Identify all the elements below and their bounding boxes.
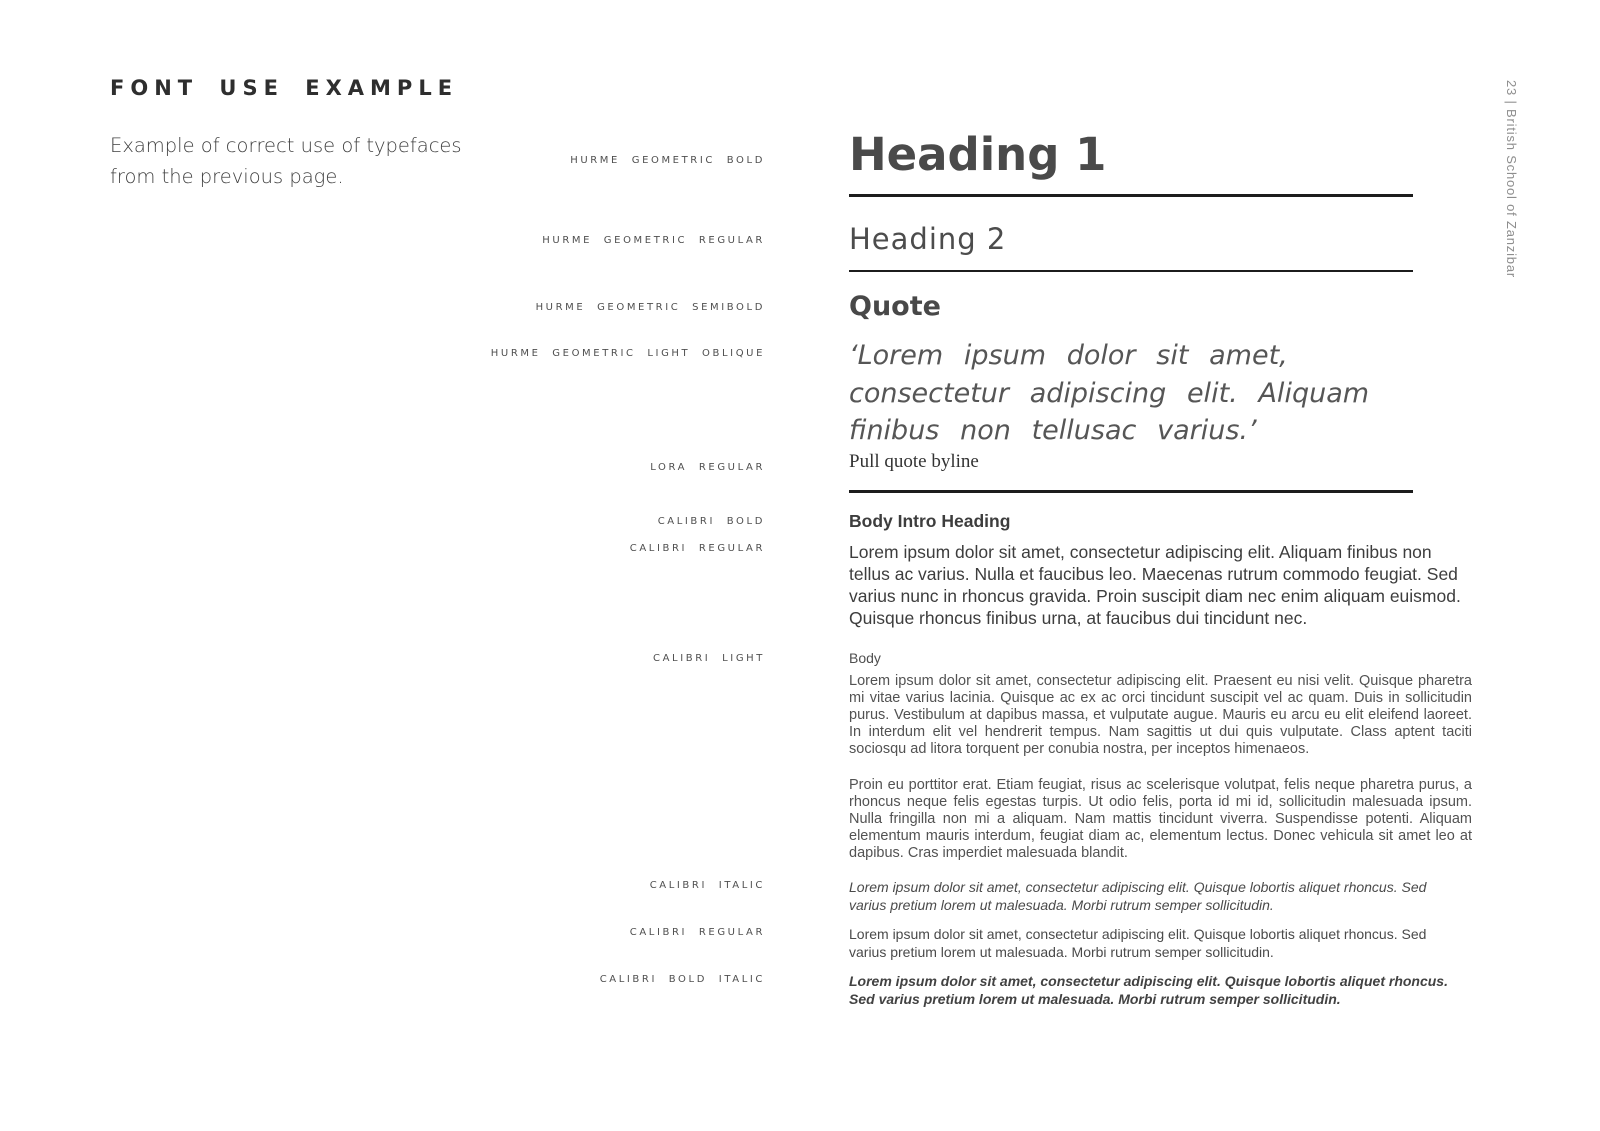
quote-line-3: finibus non tellusac varius.’ [849, 415, 1257, 446]
page-title: FONT USE EXAMPLE [110, 76, 459, 100]
specimen-body-label: Body [849, 650, 881, 666]
specimen-body-intro-heading: Body Intro Heading [849, 511, 1011, 531]
heading2-divider [849, 270, 1413, 272]
specimen-quote-byline: Pull quote byline [849, 451, 979, 472]
quote-divider [849, 490, 1413, 493]
font-label-calibri-regular: CALIBRI REGULAR [629, 543, 765, 554]
font-label-calibri-regular-2: CALIBRI REGULAR [629, 927, 765, 938]
font-label-hurme-geometric-regular: HURME GEOMETRIC REGULAR [542, 235, 765, 246]
page-number-footer: 23 | British School of Zanzibar [1504, 80, 1519, 278]
specimen-quote-title: Quote [849, 291, 941, 322]
specimen-heading2: Heading 2 [849, 222, 1007, 256]
font-label-hurme-geometric-semibold: HURME GEOMETRIC SEMIBOLD [535, 302, 765, 313]
specimen-italic-paragraph: Lorem ipsum dolor sit amet, consectetur adipiscing elit. Quisque lobortis aliquet rhoncus. Sed varius pretium lorem ut malesuada. Morbi rutrum semper sollicitudin. [849, 879, 1427, 913]
specimen-regular-paragraph: Lorem ipsum dolor sit amet, consectetur adipiscing elit. Quisque lobortis aliquet rhoncus. Sed varius pretium lorem ut malesuada. Morbi rutrum semper sollicitudin. [849, 926, 1427, 960]
specimen-quote-text [849, 337, 1449, 450]
font-label-calibri-bold-italic: CALIBRI BOLD ITALIC [599, 974, 765, 985]
specimen-body-paragraph-2: Proin eu porttitor erat. Etiam feugiat, risus ac scelerisque volutpat, felis neque pharetra purus, a rhoncus neque felis egestas turpis. Ut odio felis, porta id mi id, sollicitudin malesuada ipsum. Nulla fringilla non mi a aliquam. Nam mattis tincidunt viverra. Suspendisse potenti. Aliquam elementum mauris interdum, feugiat diam ac, elementum lectus. Donec vehicula sit amet leo at dapibus. Cras imperdiet malesuada blandit. [849, 777, 1472, 861]
page-subtitle: Example of correct use of typefaces from the previous page. [110, 134, 462, 188]
heading1-divider [849, 194, 1413, 197]
font-label-hurme-geometric-bold: HURME GEOMETRIC BOLD [570, 155, 765, 166]
quote-line-2: consectetur adipiscing elit. Aliquam [849, 377, 1370, 409]
specimen-heading1: Heading 1 [849, 128, 1107, 181]
font-label-calibri-italic: CALIBRI ITALIC [649, 880, 765, 891]
specimen-body-paragraph-1: Lorem ipsum dolor sit amet, consectetur adipiscing elit. Praesent eu nisi velit. Quisque pharetra mi vitae varius lacinia. Quisque ac ex ac orci tincidunt suscipit vel ac quam. Duis in sollicitudin purus. Vestibulum at dapibus massa, et vulputate augue. Mauris eu arcu eu elit eleifend laoreet. In interdum elit vel hendrerit tempus. Nam sagittis ut dui quis vulputate. Class aptent taciti sociosqu ad litora torquent per conubia nostra, per inceptos himenaeos. [849, 673, 1472, 757]
font-label-hurme-geometric-light-oblique: HURME GEOMETRIC LIGHT OBLIQUE [490, 348, 765, 359]
quote-line-1: ‘Lorem ipsum dolor sit amet, [849, 340, 1288, 371]
font-label-calibri-bold: CALIBRI BOLD [657, 516, 765, 527]
specimen-body-intro-text: Lorem ipsum dolor sit amet, consectetur adipiscing elit. Aliquam finibus non tellus ac varius. Nulla et faucibus leo. Maecenas rutrum commodo feugiat. Sed varius nunc in rhoncus gravida. Proin suscipit diam nec enim aliquam euismod. Quisque rhoncus finibus urna, at faucibus dui tincidunt nec. [849, 542, 1461, 628]
specimen-bold-italic-paragraph: Lorem ipsum dolor sit amet, consectetur adipiscing elit. Quisque lobortis aliquet rhoncus. Sed varius pretium lorem ut malesuada. Morbi rutrum semper sollicitudin. [849, 973, 1448, 1007]
font-label-calibri-light: CALIBRI LIGHT [653, 653, 765, 664]
font-label-lora-regular: LORA REGULAR [650, 462, 765, 473]
